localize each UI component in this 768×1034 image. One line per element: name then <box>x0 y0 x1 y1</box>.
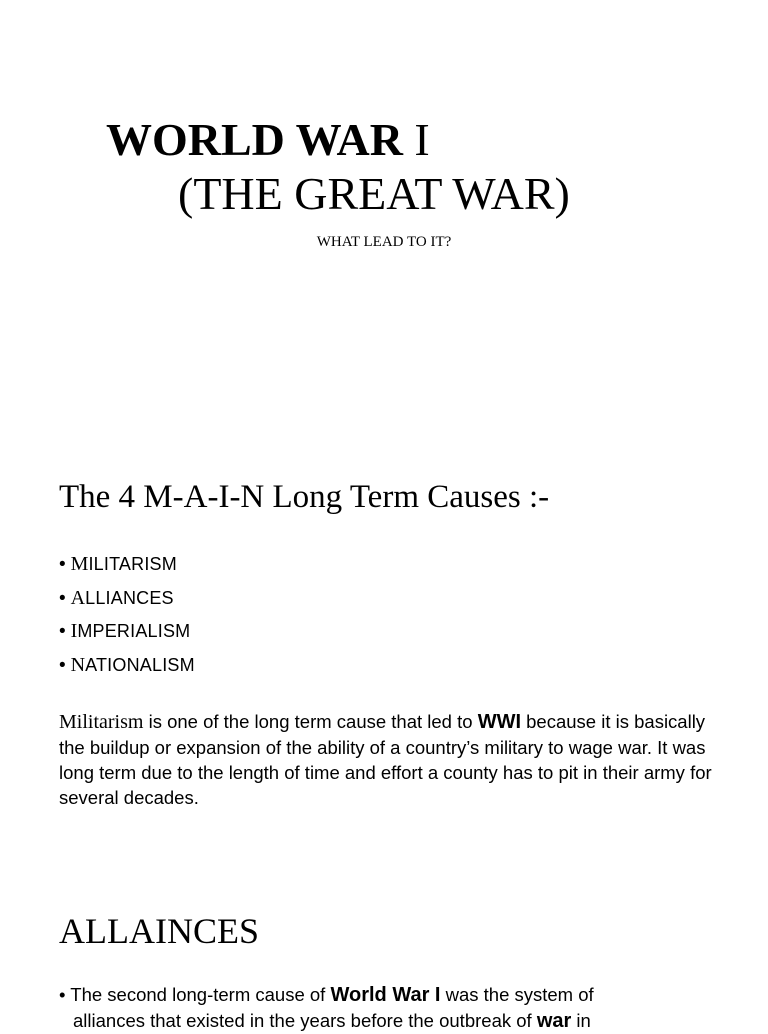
bold-text: war <box>536 1010 572 1032</box>
causes-heading: The 4 M-A-I-N Long Term Causes :- <box>59 479 550 515</box>
subtitle: WHAT LEAD TO IT? <box>316 234 452 250</box>
bullet-text: The second long-term cause of <box>65 984 331 1005</box>
cause-initial: A <box>70 586 86 609</box>
cause-initial: I <box>70 620 78 642</box>
bullet: • <box>59 984 66 1005</box>
list-item <box>59 548 195 582</box>
paragraph-text: because it is basically the buildup or expansion of the ability of a country’s military to wage war. It was long term due to the length of time and effort a county has to pit in their army for several decades. <box>59 711 712 808</box>
cause-initial: M <box>70 553 89 575</box>
cause-initial: N <box>70 653 86 676</box>
list-item <box>59 649 195 683</box>
cause-rest: ILITARISM <box>88 554 177 574</box>
list-item <box>59 615 195 649</box>
title-bold-part: WORLD WAR <box>106 114 403 165</box>
alliances-heading: ALLAINCES <box>59 911 259 951</box>
list-item <box>59 582 195 616</box>
bullet-text: in <box>571 1010 591 1031</box>
cause-rest: ATIONALISM <box>85 654 195 675</box>
cause-rest: LLIANCES <box>85 587 174 608</box>
militarism-paragraph <box>59 709 719 810</box>
bullet: • <box>59 587 66 609</box>
bullet-text: alliances that existed in the years before the outbreak of <box>73 1010 537 1031</box>
bullet: • <box>59 554 66 575</box>
bullet: • <box>59 621 66 642</box>
alliances-bullet <box>59 982 739 1034</box>
bold-text: World War I <box>330 984 441 1006</box>
bold-text: WWI <box>477 711 521 733</box>
lead-word: Militarism <box>59 711 144 733</box>
cause-rest: MPERIALISM <box>77 621 191 641</box>
paragraph-text: is one of the long term cause that led to <box>143 711 478 732</box>
bullet: • <box>59 654 66 676</box>
title-line-2: (THE GREAT WAR) <box>178 168 570 219</box>
causes-list <box>59 548 195 682</box>
page-title <box>106 112 430 168</box>
title-normal-part: I <box>402 114 430 165</box>
bullet-text: was the system of <box>440 984 594 1005</box>
